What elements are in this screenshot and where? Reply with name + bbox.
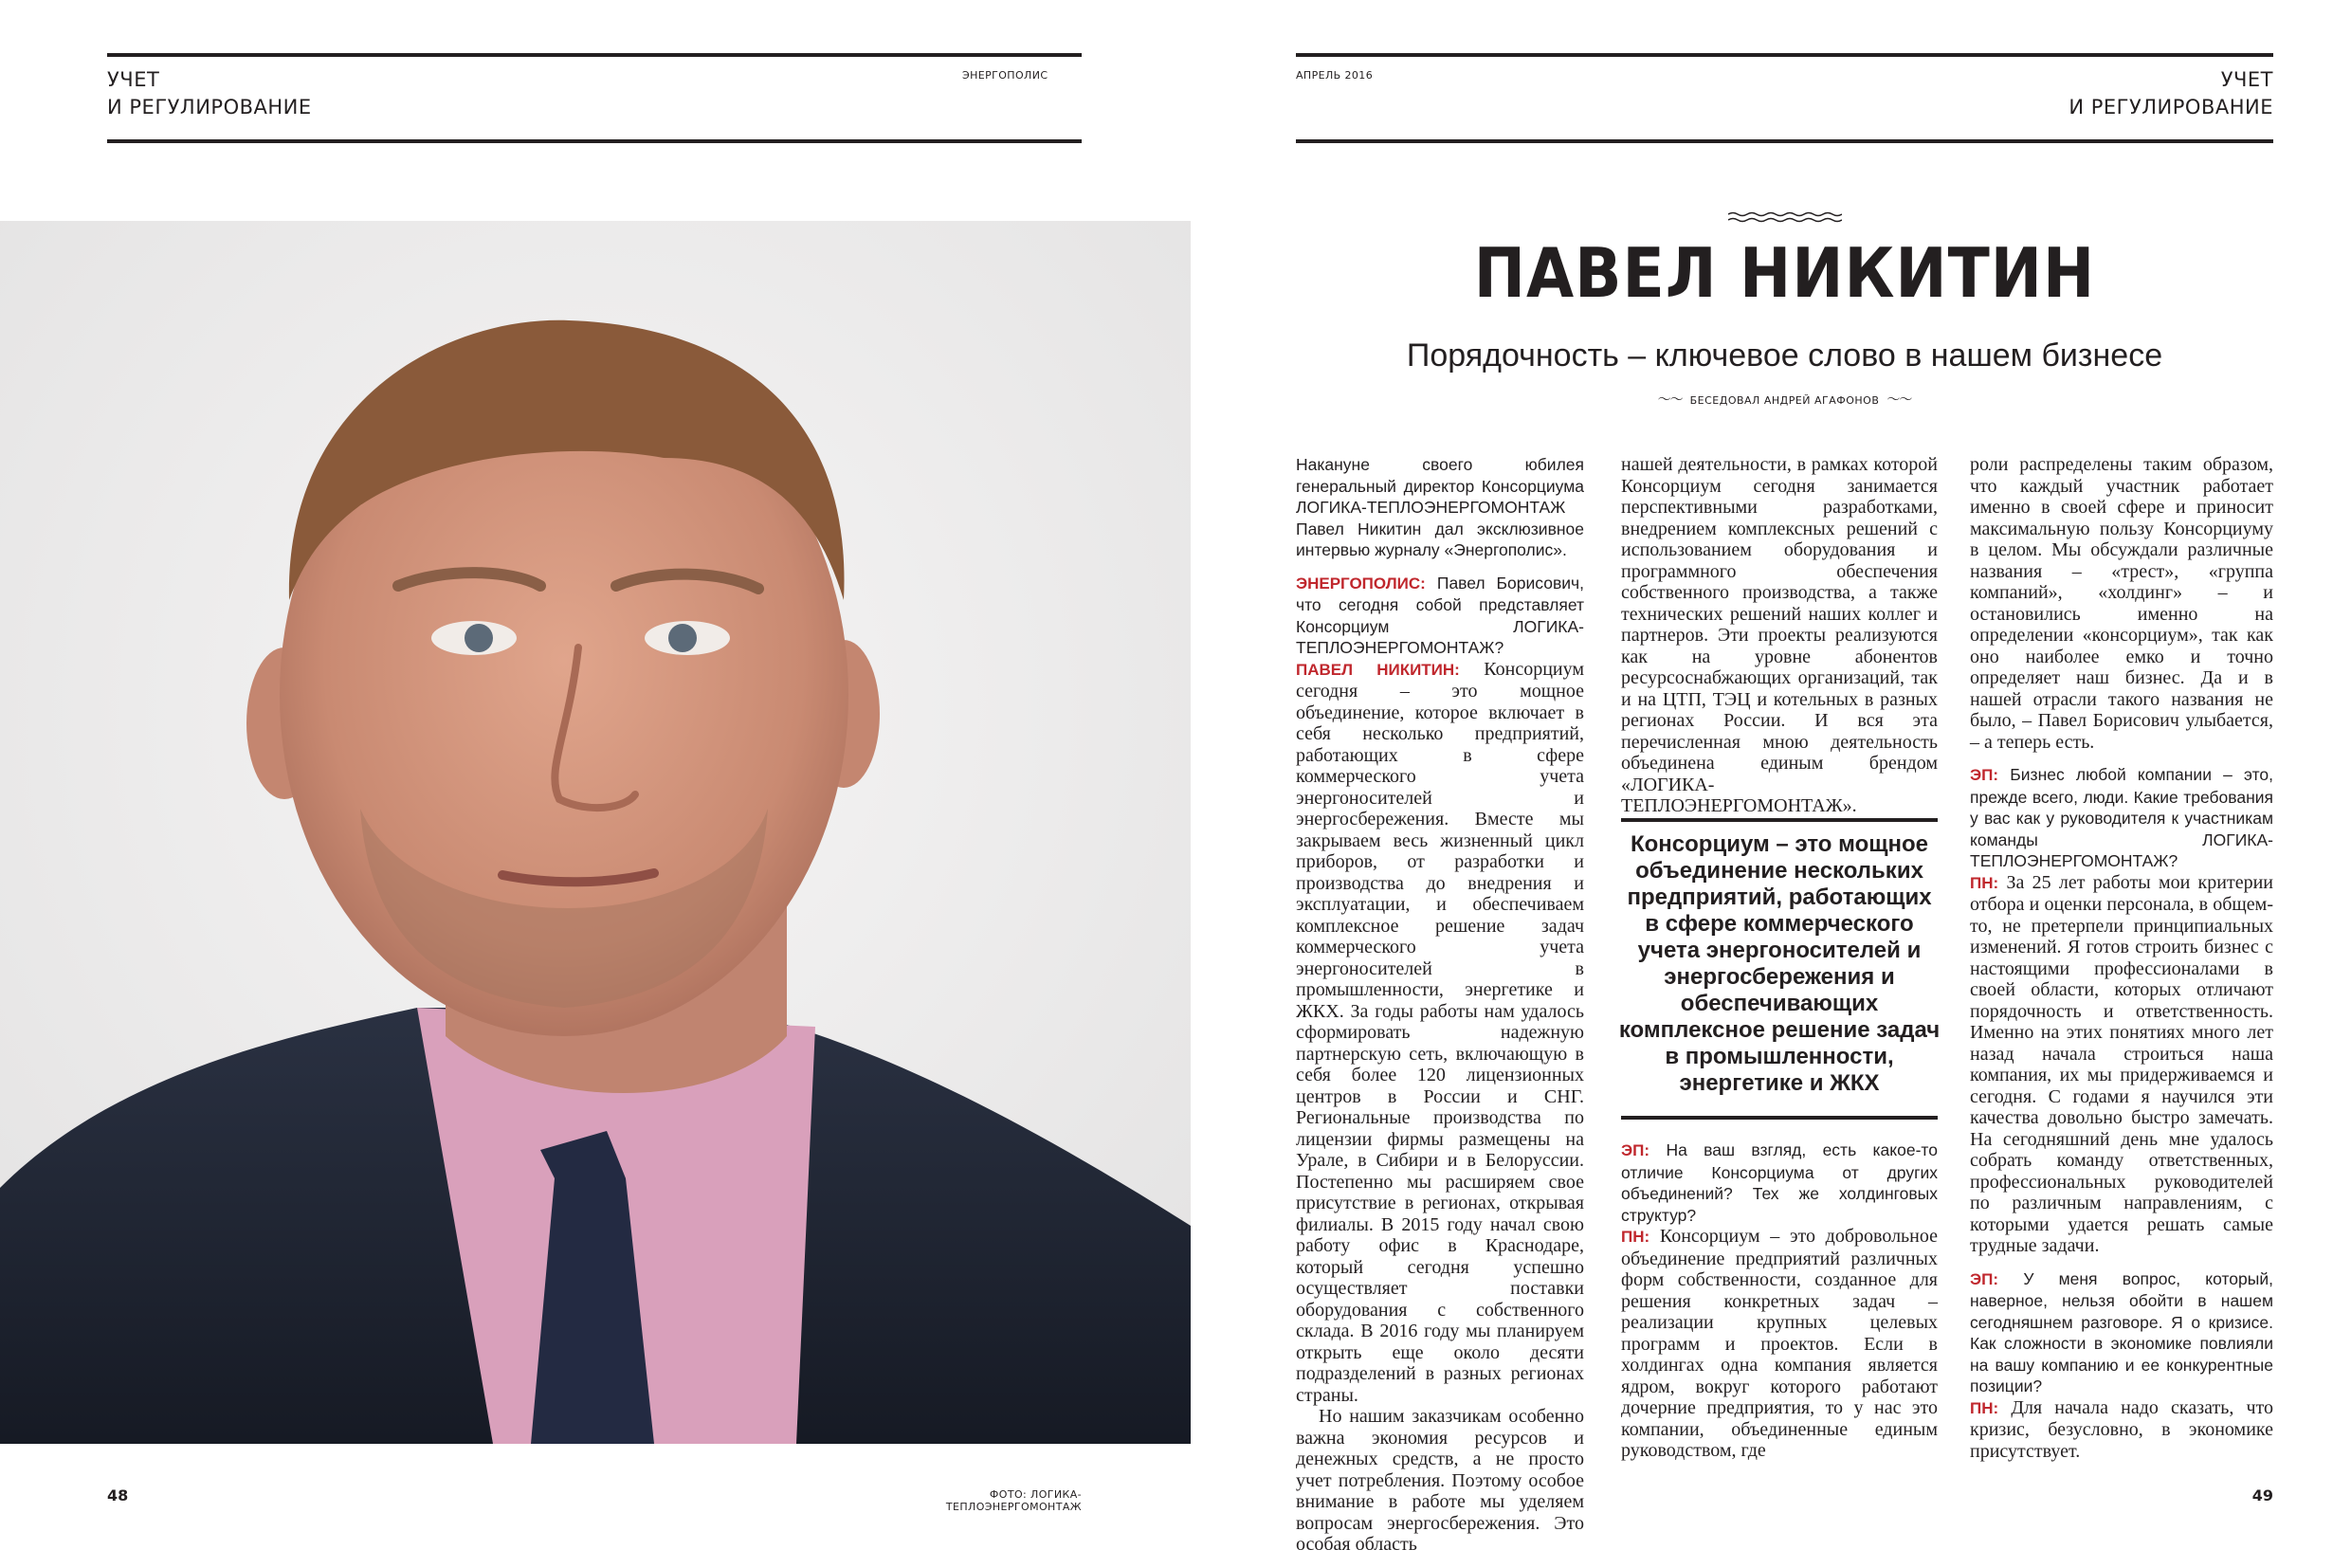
- column-2-paragraph: нашей деятельности, в рамках которой Консорциум сегодня занимается перспективными разработками, внедрением комплексных решений с использованием оборудования и программного обеспечения собственного производства, а также технических решений наших коллег и партнеров. Эти проекты реализуются как на уровне абонентов ресурсоснабжающих организаций, так и на ЦТП, ТЭЦ и котельных в разных регионах России. И вся эта перечисленная мною деятельность объединена единым брендом «ЛОГИКА-ТЕПЛОЭНЕРГОМОНТАЖ».: [1621, 454, 1938, 816]
- question-3-label: ЭП:: [1970, 766, 1998, 784]
- article-column-2: [1621, 454, 1938, 829]
- column-3-paragraph: роли распределены таким образом, что каждый участник работает именно в своей сфере и приносит максимальную пользу Консорциуму в целом. Мы обсуждали различные названия – «трест», «группа компаний», «холдинг» – и остановились именно на определении «консорциум», так как оно наиболее емко и точно определяет наш бизнес. Да и в нашей отрасли такого названия не было, – Павел Борисович улыбается, – а теперь есть.: [1970, 454, 2273, 753]
- answer-4: [1970, 1397, 2273, 1463]
- photo-credit: ФОТО: ЛОГИКА-ТЕПЛОЭНЕРГОМОНТАЖ: [945, 1488, 1082, 1513]
- right-section-label: УЧЕТ И РЕГУЛИРОВАНИЕ: [2069, 68, 2273, 119]
- left-header-bottom-rule: [107, 139, 1082, 143]
- question-2-label: ЭП:: [1621, 1141, 1649, 1159]
- answer-4-text: Для начала надо сказать, что кризис, безусловно, в экономике присутствует.: [1970, 1396, 2274, 1462]
- left-page-number: 48: [107, 1486, 129, 1504]
- answer-1: [1296, 659, 1584, 1407]
- left-section-label: УЧЕТ И РЕГУЛИРОВАНИЕ: [107, 68, 312, 119]
- title-ornament: [1728, 211, 1842, 223]
- left-header-top-rule: [107, 53, 1082, 57]
- article-column-2-lower: [1621, 1140, 1938, 1473]
- article-column-3: [1970, 454, 2273, 1473]
- issue-date: АПРЕЛЬ 2016: [1296, 69, 1374, 82]
- byline-ornament-left: 〜〜: [1657, 392, 1683, 408]
- pull-quote: [1618, 818, 1941, 1120]
- question-2-text: На ваш взгляд, есть какое-то отличие Консорциума от других объединений? Тех же холдинговых структур?: [1621, 1140, 1938, 1225]
- article-subtitle: Порядочность – ключевое слово в нашем бизнесе: [1406, 337, 2163, 374]
- portrait-photo: [0, 221, 1191, 1444]
- answer-1-text: Консорциум сегодня – это мощное объединение, которое включает в себя несколько предприятий, работающих в сфере коммерческого учета энергоносителей и энергосбережения. Вместе мы закрываем весь жизненный цикл приборов, от разработки и производства до внедрения и эксплуатации, и обеспечиваем комплексное решение задач коммерческого учета энергоносителей в промышленности, энергетике и ЖКХ. За годы работы нам удалось сформировать надежную партнерскую сеть, включающую в себя более 120 лицензионных центров в России и СНГ. Региональные производства по лицензии фирмы размещены на Урале, в Сибири и в Белоруссии. Постепенно мы расширяем свое присутствие в регионах, открывая филиалы. В 2015 году начал свою работу офис в Краснодаре, который сегодня успешно осуществляет поставки оборудования с собственного склада. В 2016 году мы планируем открыть еще около десяти подразделений в разных регионах страны.: [1296, 658, 1584, 1406]
- answer-2-text: Консорциум – это добровольное объединение предприятий различных форм собственности, созданное для решения конкретных задач – реализации крупных целевых программ и проектов. Если в холдингах одна компания является ядром, вокруг которого работают дочерние предприятия, то у нас это компании, объединенные единым руководством, где: [1621, 1226, 1939, 1461]
- answer-3-text: За 25 лет работы мои критерии отбора и оценки персонала, в общем-то, не претерпели принципиальных изменений. Я готов строить бизнес с настоящими профессионалами в своей области, которых отличают порядочность и ответственность. Именно на этих понятиях много лет назад начала строиться наша компания, их мы придерживаемся и сегодня. С годами я научился эти качества довольно быстро замечать. На сегодняшний день мне удалось собрать команду ответственных, профессиональных руководителей по различным направлениям, с которыми удается решать самые трудные задачи.: [1970, 871, 2274, 1256]
- answer-3: [1970, 872, 2273, 1257]
- question-2: [1621, 1140, 1938, 1226]
- byline-ornament-right: 〜〜: [1886, 392, 1912, 408]
- question-1-text: Павел Борисович, что сегодня собой представляет Консорциум ЛОГИКА-ТЕПЛОЭНЕРГОМОНТАЖ?: [1296, 573, 1585, 657]
- article-title: ПАВЕЛ НИКИТИН: [1473, 233, 2096, 313]
- magazine-name: ЭНЕРГОПОЛИС: [962, 69, 1048, 82]
- question-3: [1970, 764, 2273, 872]
- right-page-number: 49: [2251, 1486, 2273, 1504]
- answer-2: [1621, 1226, 1938, 1462]
- answer-2-label: ПН:: [1621, 1228, 1650, 1246]
- question-1: [1296, 573, 1584, 659]
- byline-text: БЕСЕДОВАЛ АНДРЕЙ АГАФОНОВ: [1689, 394, 1880, 407]
- article-lead: Накануне своего юбилея генеральный директор Консорциума ЛОГИКА-ТЕПЛОЭНЕРГОМОНТАЖ Павел Никитин дал эксклюзивное интервью журналу «Энергополис».: [1296, 455, 1584, 559]
- right-header-bottom-rule: [1296, 139, 2273, 143]
- article-column-1: [1296, 454, 1584, 1567]
- portrait-illustration: [0, 221, 1191, 1444]
- question-3-text: Бизнес любой компании – это, прежде всего, люди. Какие требования у вас как у руководителя к участникам команды ЛОГИКА-ТЕПЛОЭНЕРГОМОНТАЖ?: [1970, 765, 2273, 870]
- answer-4-label: ПН:: [1970, 1398, 1999, 1417]
- interviewer-label: ЭНЕРГОПОЛИС:: [1296, 574, 1426, 593]
- question-4-label: ЭП:: [1970, 1269, 1998, 1288]
- answer-3-label: ПН:: [1970, 873, 1999, 892]
- right-header-top-rule: [1296, 53, 2273, 57]
- answer-1-paragraph-2: Но нашим заказчикам особенно важна экономия ресурсов и денежных средств, а не просто учет потребления. Поэтому особое внимание в работе мы уделяем вопросам энергосбережения. Это особая область: [1296, 1406, 1584, 1555]
- pull-quote-text: Консорциум – это мощное объединение нескольких предприятий, работающих в сфере коммерческого учета энергоносителей и энергосбережения и обеспечивающих комплексное решение задач в промышленности, энергетике и ЖКХ: [1618, 831, 1941, 1096]
- interviewee-label: ПАВЕЛ НИКИТИН:: [1296, 660, 1460, 679]
- question-4: [1970, 1268, 2273, 1397]
- question-4-text: У меня вопрос, который, наверное, нельзя обойти в нашем сегодняшнем разговоре. Я о кризисе. Как сложности в экономике повлияли на вашу компанию и ее конкурентные позиции?: [1970, 1268, 2273, 1395]
- byline: [1296, 390, 2273, 409]
